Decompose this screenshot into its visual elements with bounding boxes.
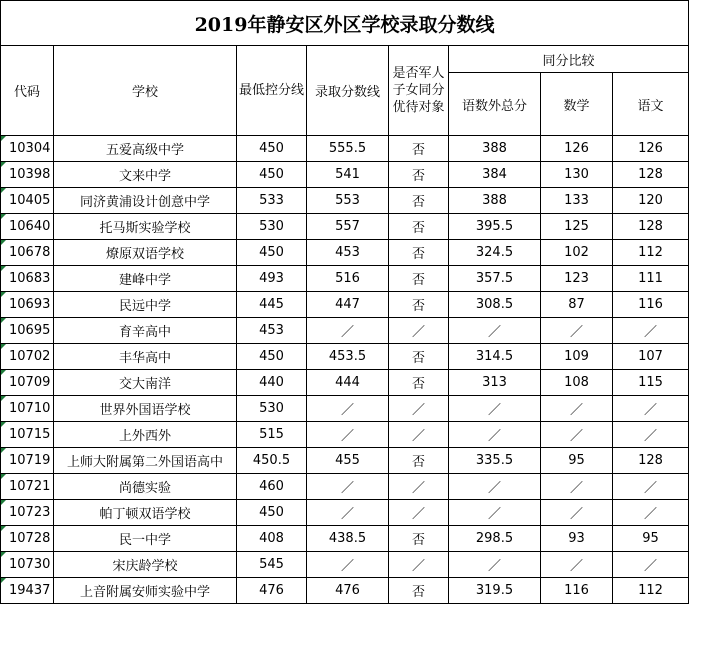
code-cell: 19437 (1, 578, 54, 604)
math-cell: 126 (541, 136, 613, 162)
min-control-cell: 453 (237, 318, 307, 344)
school-cell: 育辛高中 (54, 318, 237, 344)
school-cell: 上师大附属第二外国语高中 (54, 448, 237, 474)
table-row (1, 500, 689, 526)
min-control-cell: 530 (237, 214, 307, 240)
table-row (1, 240, 689, 266)
chinese-cell: ／ (613, 396, 689, 422)
military-cell: 否 (389, 344, 449, 370)
admission-cell: 447 (307, 292, 389, 318)
math-cell: 123 (541, 266, 613, 292)
school-cell: 尚德实验 (54, 474, 237, 500)
min-control-cell: 515 (237, 422, 307, 448)
code-cell: 10728 (1, 526, 54, 552)
header-math: 数学 (541, 73, 613, 136)
min-control-cell: 440 (237, 370, 307, 396)
table-row (1, 266, 689, 292)
min-control-cell: 493 (237, 266, 307, 292)
military-cell: 否 (389, 214, 449, 240)
code-cell: 10678 (1, 240, 54, 266)
admission-cell: ／ (307, 318, 389, 344)
code-cell: 10683 (1, 266, 54, 292)
total-cell: 314.5 (449, 344, 541, 370)
admission-cell: 557 (307, 214, 389, 240)
min-control-cell: 545 (237, 552, 307, 578)
min-control-cell: 450 (237, 162, 307, 188)
school-cell: 建峰中学 (54, 266, 237, 292)
total-cell: ／ (449, 474, 541, 500)
school-cell: 宋庆龄学校 (54, 552, 237, 578)
admission-cell: ／ (307, 396, 389, 422)
military-cell: 否 (389, 292, 449, 318)
header-chinese: 语文 (613, 73, 689, 136)
math-cell: 116 (541, 578, 613, 604)
total-cell: ／ (449, 500, 541, 526)
admission-cell: ／ (307, 474, 389, 500)
school-cell: 民一中学 (54, 526, 237, 552)
table-row (1, 214, 689, 240)
total-cell: 388 (449, 188, 541, 214)
admission-cell: 453 (307, 240, 389, 266)
total-cell: 313 (449, 370, 541, 396)
admission-cell: 444 (307, 370, 389, 396)
math-cell: 87 (541, 292, 613, 318)
math-cell: ／ (541, 474, 613, 500)
school-cell: 民远中学 (54, 292, 237, 318)
school-cell: 丰华高中 (54, 344, 237, 370)
school-cell: 交大南洋 (54, 370, 237, 396)
code-cell: 10693 (1, 292, 54, 318)
header-school: 学校 (54, 46, 237, 136)
total-cell: 319.5 (449, 578, 541, 604)
table-row (1, 136, 689, 162)
code-cell: 10719 (1, 448, 54, 474)
header-total: 语数外总分 (449, 73, 541, 136)
chinese-cell: ／ (613, 552, 689, 578)
chinese-cell: 128 (613, 448, 689, 474)
min-control-cell: 450.5 (237, 448, 307, 474)
page-title: 2019年静安区外区学校录取分数线 (1, 1, 689, 46)
min-control-cell: 450 (237, 500, 307, 526)
table-row (1, 474, 689, 500)
total-cell: 335.5 (449, 448, 541, 474)
min-control-cell: 450 (237, 240, 307, 266)
math-cell: 108 (541, 370, 613, 396)
military-cell: 否 (389, 266, 449, 292)
chinese-cell: 111 (613, 266, 689, 292)
table-row (1, 370, 689, 396)
min-control-cell: 533 (237, 188, 307, 214)
military-cell: ／ (389, 552, 449, 578)
admission-cell: 553 (307, 188, 389, 214)
code-cell: 10715 (1, 422, 54, 448)
code-cell: 10730 (1, 552, 54, 578)
chinese-cell: 112 (613, 240, 689, 266)
military-cell: ／ (389, 474, 449, 500)
min-control-cell: 445 (237, 292, 307, 318)
math-cell: 125 (541, 214, 613, 240)
total-cell: 298.5 (449, 526, 541, 552)
table-row (1, 318, 689, 344)
chinese-cell: 128 (613, 162, 689, 188)
total-cell: ／ (449, 552, 541, 578)
min-control-cell: 476 (237, 578, 307, 604)
chinese-cell: ／ (613, 500, 689, 526)
school-cell: 文来中学 (54, 162, 237, 188)
total-cell: ／ (449, 396, 541, 422)
math-cell: 102 (541, 240, 613, 266)
table-row (1, 448, 689, 474)
military-cell: 否 (389, 136, 449, 162)
header-min-control: 最低控分线 (237, 46, 307, 136)
total-cell: 308.5 (449, 292, 541, 318)
table-row (1, 162, 689, 188)
code-cell: 10721 (1, 474, 54, 500)
code-cell: 10640 (1, 214, 54, 240)
table-row (1, 422, 689, 448)
math-cell: 130 (541, 162, 613, 188)
math-cell: 133 (541, 188, 613, 214)
math-cell: ／ (541, 396, 613, 422)
code-cell: 10304 (1, 136, 54, 162)
math-cell: ／ (541, 552, 613, 578)
total-cell: 388 (449, 136, 541, 162)
min-control-cell: 460 (237, 474, 307, 500)
admission-cell: ／ (307, 552, 389, 578)
code-cell: 10709 (1, 370, 54, 396)
military-cell: 否 (389, 370, 449, 396)
chinese-cell: 126 (613, 136, 689, 162)
math-cell: ／ (541, 500, 613, 526)
chinese-cell: 107 (613, 344, 689, 370)
chinese-cell: 116 (613, 292, 689, 318)
admission-cell: ／ (307, 500, 389, 526)
admission-cell: 541 (307, 162, 389, 188)
school-cell: 帕丁顿双语学校 (54, 500, 237, 526)
military-cell: ／ (389, 422, 449, 448)
admission-cell: 453.5 (307, 344, 389, 370)
military-cell: 否 (389, 188, 449, 214)
total-cell: 324.5 (449, 240, 541, 266)
table-row (1, 578, 689, 604)
military-cell: 否 (389, 526, 449, 552)
chinese-cell: 115 (613, 370, 689, 396)
total-cell: 384 (449, 162, 541, 188)
military-cell: ／ (389, 318, 449, 344)
header-tie-compare: 同分比较 (449, 46, 689, 73)
admission-cell: ／ (307, 422, 389, 448)
code-cell: 10723 (1, 500, 54, 526)
chinese-cell: ／ (613, 422, 689, 448)
header-admission: 录取分数线 (307, 46, 389, 136)
chinese-cell: 95 (613, 526, 689, 552)
military-cell: 否 (389, 448, 449, 474)
math-cell: 93 (541, 526, 613, 552)
code-cell: 10405 (1, 188, 54, 214)
school-cell: 五爱高级中学 (54, 136, 237, 162)
admission-cell: 455 (307, 448, 389, 474)
min-control-cell: 450 (237, 136, 307, 162)
header-military: 是否军人子女同分优待对象 (389, 46, 449, 136)
total-cell: ／ (449, 318, 541, 344)
math-cell: ／ (541, 318, 613, 344)
table-row (1, 292, 689, 318)
chinese-cell: ／ (613, 318, 689, 344)
math-cell: 95 (541, 448, 613, 474)
min-control-cell: 408 (237, 526, 307, 552)
chinese-cell: 112 (613, 578, 689, 604)
school-cell: 上音附属安师实验中学 (54, 578, 237, 604)
school-cell: 托马斯实验学校 (54, 214, 237, 240)
military-cell: ／ (389, 500, 449, 526)
table-row (1, 396, 689, 422)
school-cell: 世界外国语学校 (54, 396, 237, 422)
admission-cell: 438.5 (307, 526, 389, 552)
school-cell: 燎原双语学校 (54, 240, 237, 266)
chinese-cell: ／ (613, 474, 689, 500)
admission-cell: 555.5 (307, 136, 389, 162)
code-cell: 10695 (1, 318, 54, 344)
total-cell: 395.5 (449, 214, 541, 240)
code-cell: 10702 (1, 344, 54, 370)
total-cell: ／ (449, 422, 541, 448)
min-control-cell: 530 (237, 396, 307, 422)
military-cell: 否 (389, 162, 449, 188)
chinese-cell: 120 (613, 188, 689, 214)
table-row (1, 344, 689, 370)
min-control-cell: 450 (237, 344, 307, 370)
military-cell: 否 (389, 240, 449, 266)
military-cell: 否 (389, 578, 449, 604)
table-row (1, 526, 689, 552)
math-cell: 109 (541, 344, 613, 370)
code-cell: 10398 (1, 162, 54, 188)
school-cell: 同济黄浦设计创意中学 (54, 188, 237, 214)
table-row (1, 552, 689, 578)
chinese-cell: 128 (613, 214, 689, 240)
admission-cell: 476 (307, 578, 389, 604)
header-code: 代码 (1, 46, 54, 136)
total-cell: 357.5 (449, 266, 541, 292)
code-cell: 10710 (1, 396, 54, 422)
military-cell: ／ (389, 396, 449, 422)
admission-cell: 516 (307, 266, 389, 292)
table-row (1, 188, 689, 214)
school-cell: 上外西外 (54, 422, 237, 448)
math-cell: ／ (541, 422, 613, 448)
